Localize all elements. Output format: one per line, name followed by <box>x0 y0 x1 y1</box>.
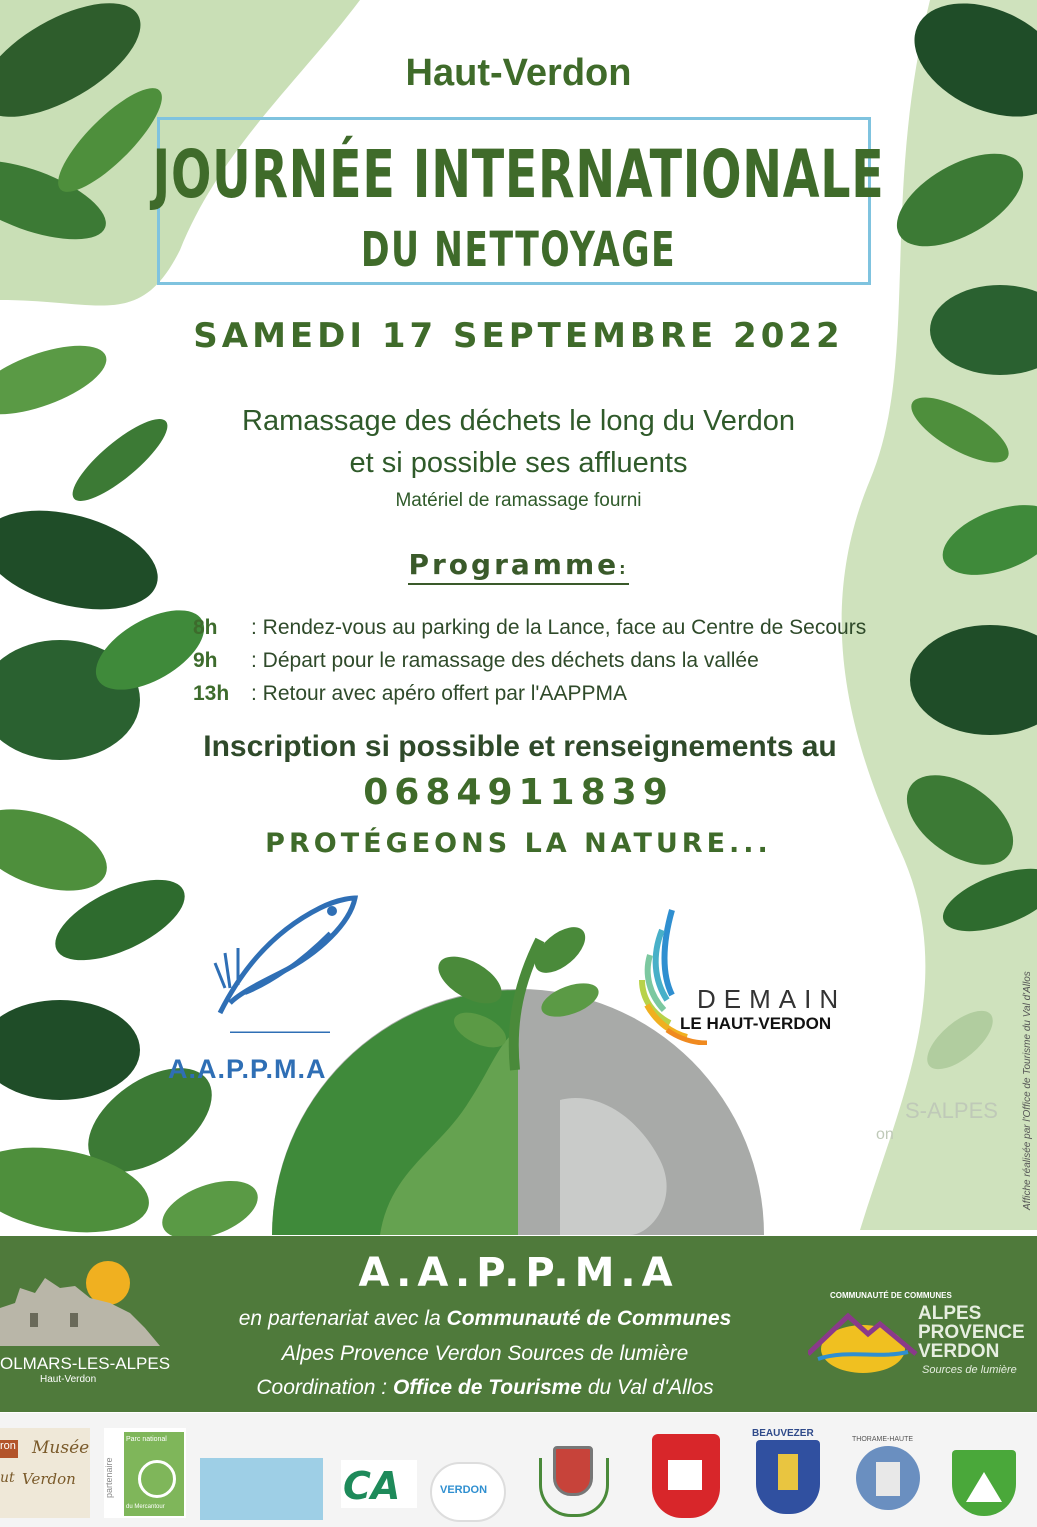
footer-partner-line: en partenariat avec la Communauté de Communes <box>238 1307 732 1330</box>
programme-heading <box>0 548 1037 581</box>
landscape-logo <box>200 1458 323 1520</box>
programme-heading-text: Programme <box>408 548 620 581</box>
programme-item <box>193 682 627 706</box>
tower-icon <box>778 1454 798 1490</box>
demain-logo-line2: LE HAUT-VERDON <box>680 1014 832 1033</box>
slogan: PROTÉGEONS LA NATURE... <box>265 828 772 859</box>
region-heading <box>0 52 1037 95</box>
poster-credit: Affiche réalisée par l'Office de Tourisme du Val d'Allos <box>1022 971 1033 1210</box>
programme-time: 8h <box>193 616 218 639</box>
green-shield-logo <box>952 1450 1016 1518</box>
left-logo-sub: Haut-Verdon <box>40 1374 97 1385</box>
description-line3: Matériel de ramassage fourni <box>395 490 642 511</box>
mountain-icon <box>966 1472 1002 1502</box>
programme-text: : Retour avec apéro offert par l'AAPPMA <box>251 682 627 705</box>
faded-logo-text: S-ALPES <box>905 1098 998 1123</box>
fish-icon <box>210 893 360 1033</box>
red-crest-logo <box>650 1434 722 1520</box>
right-logo-sub: Sources de lumière <box>922 1364 1017 1376</box>
programme-time: 13h <box>193 682 230 705</box>
spiral-icon <box>138 1460 176 1498</box>
programme-item <box>193 649 759 673</box>
demain-logo-line1: DEMAIN <box>697 984 847 1014</box>
contact-label: Inscription si possible et renseignements au <box>203 730 837 763</box>
castle-tower-icon <box>876 1462 900 1496</box>
left-logo-town: OLMARS-LES-ALPES <box>0 1354 171 1373</box>
programme-item <box>193 616 866 640</box>
aappma-logo-text: A.A.P.P.M.A <box>168 1054 327 1084</box>
right-logo-small: COMMUNAUTÉ DE COMMUNES <box>830 1291 952 1300</box>
footer-line2: Alpes Provence Verdon Sources de lumière <box>281 1342 689 1365</box>
beauvezer-logo: BEAUVEZER <box>752 1428 824 1518</box>
coat-of-arms-logo <box>535 1438 607 1520</box>
footer-title: A.A.P.P.M.A <box>358 1250 679 1296</box>
faded-logo-sub: on <box>876 1126 894 1143</box>
thorame-logo: THORAME-HAUTE <box>852 1436 924 1518</box>
contact-phone: 0684911839 <box>363 772 674 813</box>
description-line1: Ramassage des déchets le long du Verdon <box>242 405 795 437</box>
credit-agricole-logo <box>341 1460 417 1508</box>
footer-coordination: Coordination : Office de Tourisme du Val d'Allos <box>256 1376 714 1399</box>
parc-mercantour-logo: partenaire Parc national du Mercantour <box>104 1428 186 1518</box>
programme-text: : Rendez-vous au parking de la Lance, face au Centre de Secours <box>251 616 867 639</box>
verdon-logo: VERDON <box>430 1462 506 1522</box>
description-line2: et si possible ses affluents <box>349 447 688 479</box>
title-line2: DU NETTOYAGE <box>360 222 677 278</box>
laurel-icon <box>539 1458 609 1517</box>
right-logo-text: ALPES PROVENCE VERDON <box>918 1303 1025 1362</box>
title-line1: JOURNÉE INTERNATIONALE <box>152 136 885 213</box>
region-text: Haut-Verdon <box>405 52 632 94</box>
programme-heading-colon: : <box>619 559 629 578</box>
museo-logo: ron Musée ut Verdon <box>0 1428 90 1518</box>
programme-time: 9h <box>193 649 218 672</box>
ca-icon: CA <box>343 1464 401 1508</box>
event-date: SAMEDI 17 SEPTEMBRE 2022 <box>193 316 844 356</box>
programme-text: : Départ pour le ramassage des déchets dans la vallée <box>251 649 759 672</box>
mountain-sun-icon <box>808 1304 918 1374</box>
